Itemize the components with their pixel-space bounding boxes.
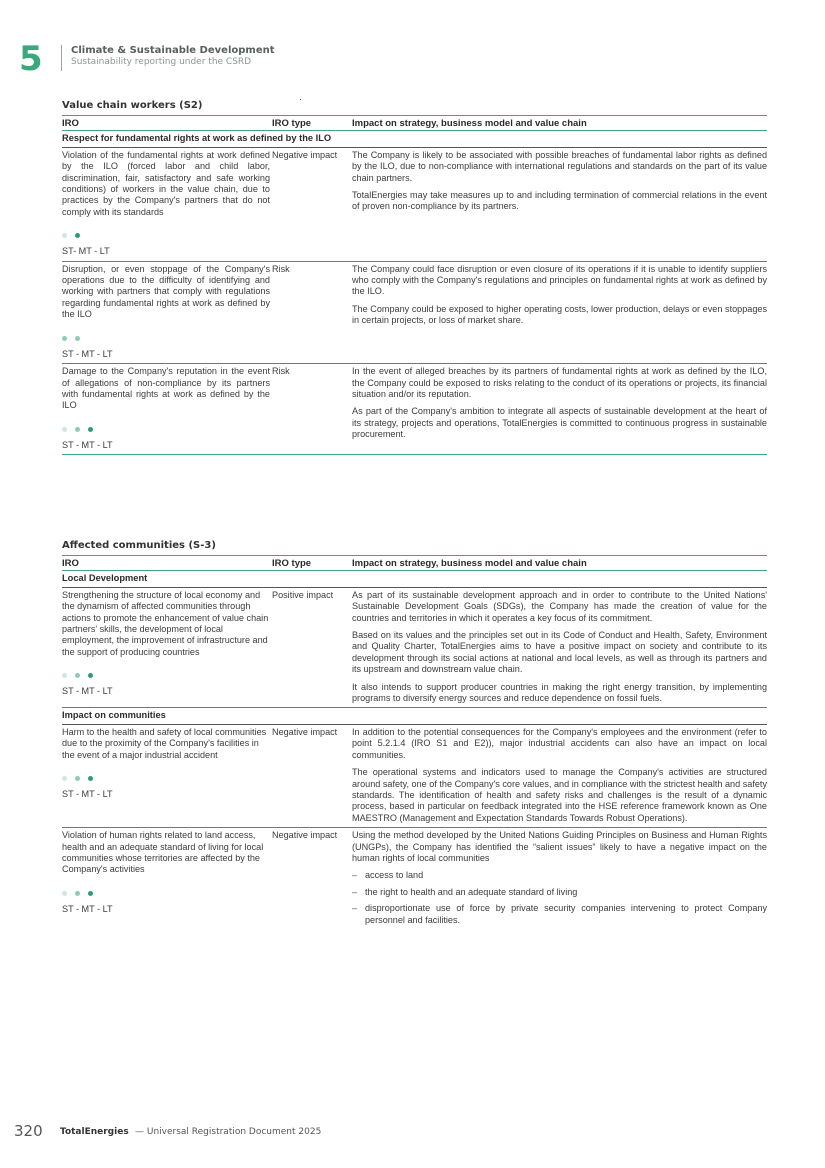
- materiality-dots: [62, 670, 272, 678]
- table-s2: [62, 115, 767, 455]
- impact-paragraph: The Company could be exposed to higher operating costs, lower production, delays or even stoppages in certain projects, or loss of market share.: [352, 303, 767, 326]
- materiality-dots: [62, 773, 272, 781]
- dot-icon: [88, 776, 93, 781]
- iro-description: Disruption, or even stoppage of the Company's operations due to the difficulty of identifying and working with partners that comply with regulations regarding fundamental rights at work as defined by the ILO: [62, 263, 270, 320]
- dot-icon: [75, 427, 80, 432]
- impact-paragraph: TotalEnergies may take measures up to and including termination of commercial relations in the event of proven non-compliance by its partners.: [352, 190, 767, 212]
- section-title-s2: Value chain workers (S2): [62, 100, 203, 111]
- dot-icon: [75, 336, 80, 341]
- impact-paragraph: In the event of alleged breaches by its partners of fundamental rights at work as defined by the ILO, the Company could be exposed to risks relating to the conduct of its operations or projects, its financial situation and/or its reputation.: [352, 366, 767, 399]
- dot-icon: [62, 427, 67, 432]
- impact-cell: [352, 364, 767, 455]
- iro-cell: [62, 261, 272, 363]
- stray-mark: [300, 99, 301, 100]
- impact-paragraph: Based on its values and the principles set out in its Code of Conduct and Health, Safety, Environment and Quality Charter, TotalEnergies aims to have a positive impact on society and contribute to its development through its social actions at national and local levels, as well as through its partners and its upstream and downstream value chain.: [352, 630, 767, 675]
- dot-icon: [88, 891, 93, 896]
- iro-cell: [62, 147, 272, 261]
- iro-type: Negative impact: [272, 147, 352, 261]
- impact-cell: [352, 587, 767, 708]
- materiality-dots: [62, 424, 272, 432]
- list-item: – access to land: [352, 870, 767, 881]
- table-row: [62, 147, 767, 261]
- group-row: [62, 708, 767, 724]
- iro-cell: [62, 828, 272, 934]
- impact-paragraph: In addition to the potential consequences for the Company's employees and the environment (refer to point 5.2.1.4 (IRO S1 and E2)), major industrial accidents can also have an impact on local communities.: [352, 726, 767, 760]
- time-horizon: ST- MT - LT: [62, 246, 110, 257]
- table-row: [62, 364, 767, 455]
- chapter-number: 5: [19, 39, 43, 79]
- iro-description: Harm to the health and safety of local communities due to the proximity of the Company's facilities in the event of a major industrial accident: [62, 726, 267, 760]
- materiality-dots: [62, 333, 272, 341]
- impact-paragraph: As part of the Company's ambition to integrate all aspects of sustainable development at the heart of its strategy, projects and operations, TotalEnergies is committed to continuous progress in sustainable procurement.: [352, 406, 767, 440]
- list-item: – disproportionate use of force by private security companies intervening to protect Company personnel and facilities.: [352, 903, 767, 926]
- impact-paragraph: Using the method developed by the United Nations Guiding Principles on Business and Human Rights (UNGPs), the Company has identified the “salient issues” likely to have a negative impact on the human rights of local communities: [352, 830, 767, 863]
- impact-cell: [352, 261, 767, 363]
- table-s3: [62, 555, 767, 934]
- dot-icon: [62, 776, 67, 781]
- iro-cell: [62, 364, 272, 455]
- group-row: [62, 131, 767, 147]
- impact-cell: [352, 724, 767, 827]
- group-label: Local Development: [62, 571, 767, 587]
- table-row: [62, 261, 767, 363]
- time-horizon: ST - MT - LT: [62, 686, 113, 697]
- header-divider: [61, 45, 62, 71]
- footer-document-title: — Universal Registration Document 2025: [135, 1127, 322, 1137]
- column-header-iro: IRO: [62, 556, 272, 571]
- impact-cell: [352, 828, 767, 934]
- impact-cell: [352, 147, 767, 261]
- impact-paragraph: The Company is likely to be associated with possible breaches of fundamental labor rights as defined by the ILO, due to non-compliance with international regulations and standards on the part of its value chain partners.: [352, 149, 767, 183]
- page-number: 320: [14, 1122, 43, 1140]
- group-label: Respect for fundamental rights at work as defined by the ILO: [62, 131, 767, 147]
- dot-icon: [88, 673, 93, 678]
- iro-type: Negative impact: [272, 830, 338, 841]
- iro-cell: [62, 724, 272, 827]
- impact-paragraph: The operational systems and indicators used to manage the Company's activities are structured around safety, one of the Company's core values, and in compliance with the strictest health and safety standards. The identification of health and safety risks and challenges is the result of a dynamic process, based in particular on feedback integrated into the HSE reference framework known as One MAESTRO (Management and Expectation Standards Towards Robust Operations).: [352, 767, 767, 823]
- time-horizon: ST - MT - LT: [62, 348, 113, 359]
- materiality-dots: [62, 888, 272, 896]
- page-footer: [14, 1122, 514, 1142]
- column-header-type: IRO type: [272, 116, 352, 131]
- table-row: [62, 587, 767, 708]
- chapter-subtitle: Sustainability reporting under the CSRD: [71, 57, 252, 67]
- dot-icon: [62, 336, 67, 341]
- column-header-iro: IRO: [62, 116, 272, 131]
- section-title-s3: Affected communities (S-3): [62, 540, 216, 551]
- group-row: [62, 571, 767, 587]
- dot-icon: [88, 427, 93, 432]
- dot-icon: [75, 776, 80, 781]
- column-header-type: IRO type: [272, 556, 352, 571]
- iro-type: Risk: [272, 261, 352, 363]
- dot-icon: [62, 891, 67, 896]
- footer-brand: TotalEnergies: [60, 1127, 129, 1137]
- chapter-title: Climate & Sustainable Development: [71, 45, 275, 56]
- iro-type: Positive impact: [272, 587, 352, 708]
- time-horizon: ST - MT - LT: [62, 789, 113, 800]
- dot-icon: [75, 233, 80, 238]
- impact-paragraph: The Company could face disruption or even closure of its operations if it is unable to identify suppliers who comply with the Company's regulations and principles on fundamental rights at work as defined by the ILO.: [352, 263, 767, 297]
- impact-paragraph: As part of its sustainable development approach and in order to contribute to the United Nations' Sustainable Development Goals (SDGs), the Company has made the creation of value for the countries and territories in which it operates a key focus of its commitment.: [352, 589, 767, 623]
- iro-type: Negative impact: [272, 724, 352, 827]
- iro-description: Violation of the fundamental rights at work defined by the ILO (forced labor and child labor, discrimination, fair, satisfactory and safe working conditions) of workers in the value chain, due to practices by the Company's partners that do not comply with its standards: [62, 149, 270, 217]
- table-row: [62, 724, 767, 827]
- materiality-dots: [62, 230, 272, 238]
- iro-description: Damage to the Company's reputation in the event of allegations of non-compliance by its partners with fundamental rights at work as defined by the ILO: [62, 366, 270, 411]
- list-item: – the right to health and an adequate standard of living: [352, 887, 767, 898]
- dot-icon: [62, 673, 67, 678]
- impact-paragraph: It also intends to support producer countries in making the right energy transition, by implementing programs to diversify energy sources and reduce dependence on fossil fuels.: [352, 681, 767, 704]
- column-header-impact: Impact on strategy, business model and value chain: [352, 556, 767, 571]
- iro-cell: [62, 587, 272, 708]
- dot-icon: [75, 891, 80, 896]
- table-header-row: [62, 556, 767, 571]
- salient-issues-list: [352, 870, 767, 926]
- time-horizon: ST - MT - LT: [62, 903, 113, 914]
- iro-type: Risk: [272, 364, 352, 455]
- group-label: Impact on communities: [62, 708, 767, 724]
- table-header-row: [62, 116, 767, 131]
- column-header-impact: Impact on strategy, business model and value chain: [352, 116, 767, 131]
- table-row: [62, 828, 767, 934]
- iro-description: Violation of human rights related to land access, health and an adequate standard of living for local communities whose territories are affected by the Company's activities: [62, 830, 264, 875]
- dot-icon: [75, 673, 80, 678]
- dot-icon: [62, 233, 67, 238]
- time-horizon: ST - MT - LT: [62, 439, 113, 450]
- iro-description: Strengthening the structure of local economy and the dynamism of affected communities through actions to promote the enhancement of value chain partners' skills, the development of local employment, the improvement of infrastructure and the support of producing countries: [62, 589, 269, 657]
